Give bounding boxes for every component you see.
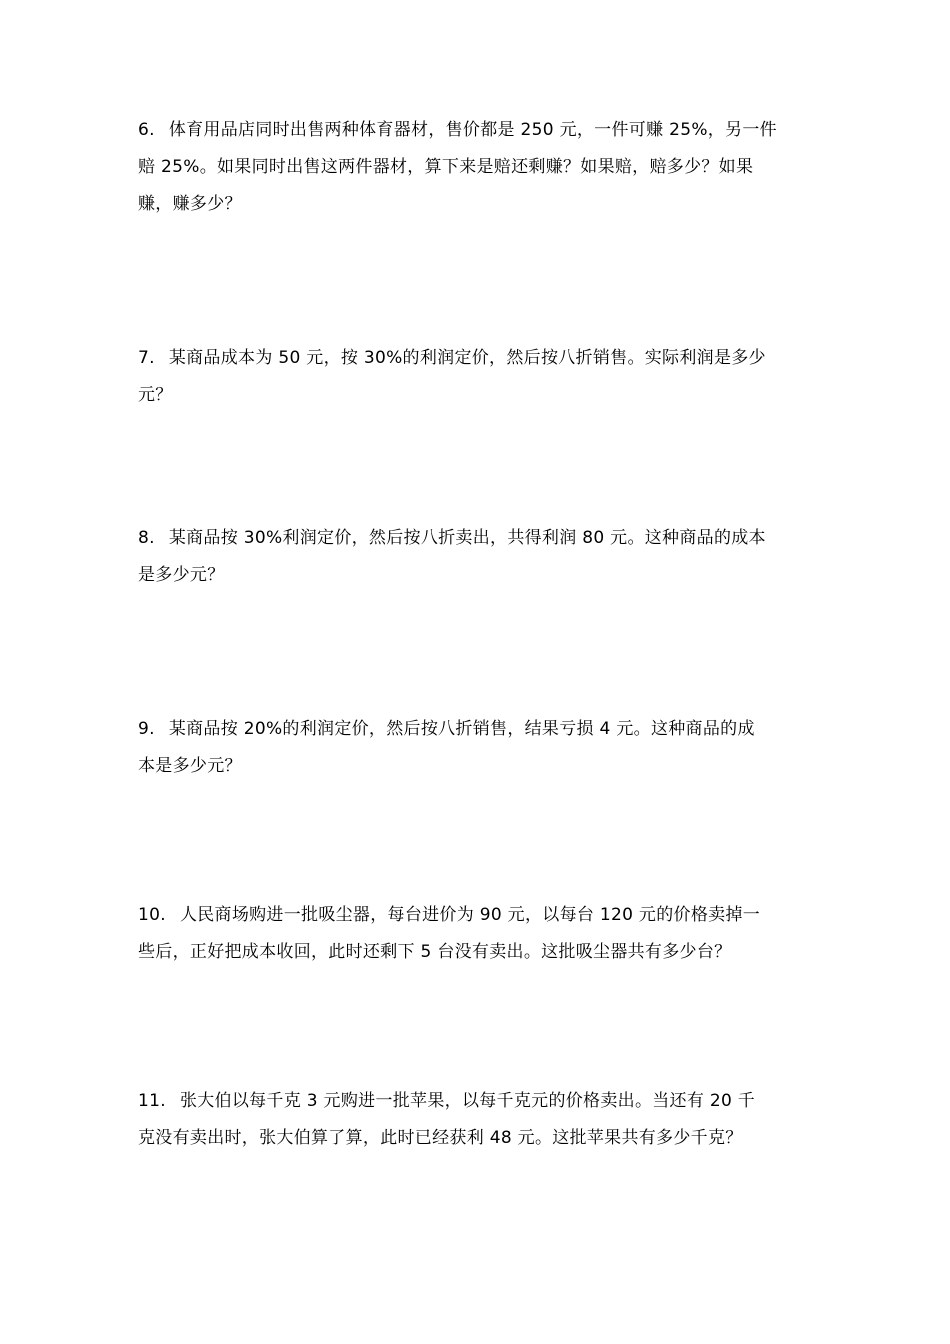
problem-text: 赚，赚多少？ (138, 194, 242, 214)
problem-text: 本是多少元？ (138, 756, 242, 776)
problem-line (138, 1083, 828, 1120)
problem-line (138, 112, 828, 149)
problem-number: 7. (138, 348, 155, 368)
problem-text: 体育用品店同时出售两种体育器材，售价都是 250 元，一件可赚 25%，另一件 (168, 120, 777, 140)
problem-10 (138, 897, 828, 971)
problem-text: 是多少元？ (138, 565, 225, 585)
problem-line (138, 520, 828, 557)
problem-number: 9. (138, 719, 155, 739)
problem-11 (138, 1083, 828, 1157)
problem-text: 元？ (138, 385, 173, 405)
problem-text: 某商品成本为 50 元，按 30%的利润定价，然后按八折销售。实际利润是多少 (168, 348, 766, 368)
problem-number: 8. (138, 528, 155, 548)
problem-number: 6. (138, 120, 155, 140)
problem-text: 人民商场购进一批吸尘器，每台进价为 90 元，以每台 120 元的价格卖掉一 (179, 905, 761, 925)
problem-8 (138, 520, 828, 594)
problem-text: 某商品按 30%利润定价，然后按八折卖出，共得利润 80 元。这种商品的成本 (168, 528, 766, 548)
problem-text: 些后，正好把成本收回，此时还剩下 5 台没有卖出。这批吸尘器共有多少台？ (138, 942, 732, 962)
problem-7 (138, 340, 828, 414)
problem-text: 张大伯以每千克 3 元购进一批苹果，以每千克元的价格卖出。当还有 20 千 (179, 1091, 756, 1111)
problem-6 (138, 112, 828, 223)
problem-line (138, 340, 828, 377)
problem-number: 11. (138, 1091, 166, 1111)
problem-text: 某商品按 20%的利润定价，然后按八折销售，结果亏损 4 元。这种商品的成 (168, 719, 755, 739)
problem-9 (138, 711, 828, 785)
problem-number: 10. (138, 905, 166, 925)
problem-line (138, 711, 828, 748)
problem-text: 赔 25%。如果同时出售这两件器材，算下来是赔还剩赚？如果赔，赔多少？如果 (138, 157, 754, 177)
problem-text: 克没有卖出时，张大伯算了算，此时已经获利 48 元。这批苹果共有多少千克？ (138, 1128, 743, 1148)
problem-line (138, 897, 828, 934)
